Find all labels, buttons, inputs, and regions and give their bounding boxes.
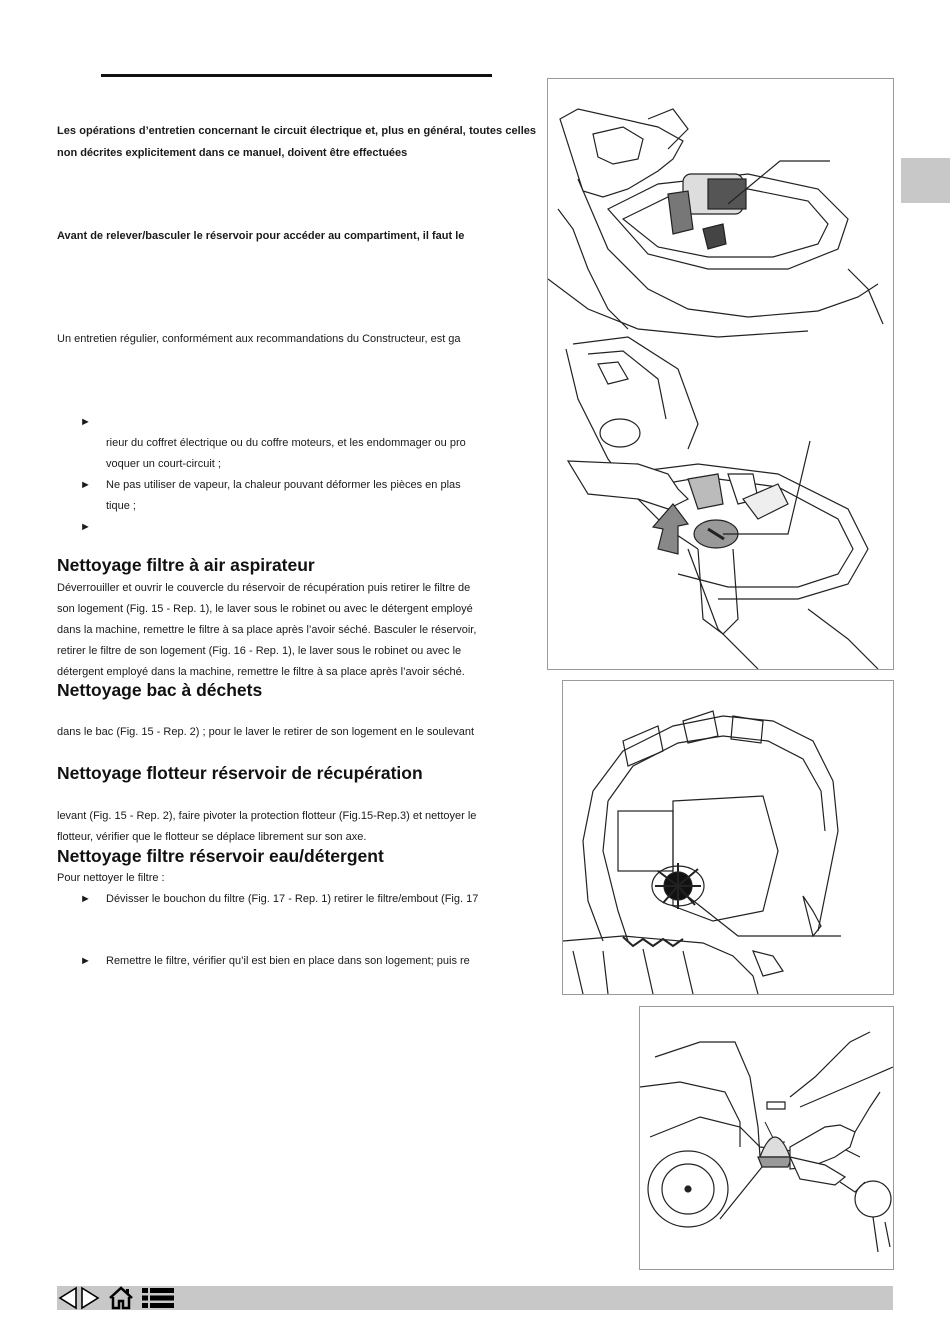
water-filter-bullet-1-text: Dévisser le bouchon du filtre (Fig. 17 - Rep. 1) retirer le filtre/embout (Fig. 17 [106, 893, 479, 905]
water-filter-intro: Pour nettoyer le filtre : [57, 872, 165, 884]
bullet-2-line1: Ne pas utiliser de vapeur, la chaleur pouvant déformer les pièces en plas [106, 479, 461, 491]
water-filter-illustration [640, 1007, 893, 1269]
bullet-arrow-icon: ► [80, 416, 91, 428]
bullet-arrow-icon: ► [80, 893, 91, 905]
bullet-2 [80, 475, 532, 496]
heading-float: Nettoyage flotteur réservoir de récupération [57, 763, 423, 783]
heading-waste-tray: Nettoyage bac à déchets [57, 680, 263, 700]
warning-paragraph: Les opérations d’entretien concernant le circuit électrique et, plus en général, toutes celles non décrites explicitement dans ce manuel, doivent être effectuées [57, 125, 536, 159]
machine-tank-illustration [548, 79, 893, 669]
figure-15-16 [547, 78, 894, 670]
home-icon[interactable] [107, 1286, 135, 1310]
water-filter-bullet-1 [80, 889, 479, 910]
header-rule [101, 74, 492, 77]
air-filter-line: son logement (Fig. 15 - Rep. 1), le laver sous le robinet ou avec le détergent employé [57, 603, 473, 615]
prev-page-icon[interactable] [57, 1286, 79, 1310]
next-page-icon[interactable] [79, 1286, 101, 1310]
regular-maintenance-paragraph: Un entretien régulier, conformément aux recommandations du Constructeur, est ga [57, 333, 461, 345]
heading-air-filter: Nettoyage filtre à air aspirateur [57, 555, 315, 575]
bullet-2-line2: tique ; [106, 500, 136, 512]
tilt-paragraph: Avant de relever/basculer le réservoir pour accéder au compartiment, il faut le [57, 230, 465, 242]
tilted-tank-illustration [563, 681, 893, 994]
air-filter-text [57, 578, 536, 683]
bullet-1-line3: voquer un court-circuit ; [106, 458, 221, 470]
float-line: flotteur, vérifier que le flotteur se déplace librement sur son axe. [57, 831, 367, 843]
air-filter-line: détergent employé dans la machine, remettre le filtre à sa place après l’avoir séché. [57, 666, 465, 678]
chapter-tab [901, 158, 950, 203]
air-filter-line: Déverrouiller et ouvrir le couvercle du réservoir de récupération puis retirer le filtre de [57, 582, 471, 594]
bullet-arrow-icon: ► [80, 955, 91, 967]
air-filter-line: retirer le filtre de son logement (Fig. 16 - Rep. 1), le laver sous le robinet ou avec le [57, 645, 462, 657]
footer-nav-bar [57, 1286, 893, 1310]
water-filter-bullet-2-text: Remettre le filtre, vérifier qu’il est bien en place dans son logement; puis re [106, 955, 470, 967]
float-line: levant (Fig. 15 - Rep. 2), faire pivoter la protection flotteur (Fig.15-Rep.3) et nettoyer le [57, 810, 477, 822]
water-filter-bullet-2 [80, 951, 470, 972]
bullet-arrow-icon: ► [80, 521, 91, 533]
contents-list-icon[interactable] [141, 1286, 175, 1310]
figure-17 [639, 1006, 894, 1270]
heading-water-filter: Nettoyage filtre réservoir eau/détergent [57, 846, 384, 866]
bullet-1-line2: rieur du coffret électrique ou du coffre moteurs, et les endommager ou pro [106, 437, 466, 449]
air-filter-line: dans la machine, remettre le filtre à sa place après l’avoir séché. Basculer le réservoir, [57, 624, 477, 636]
figure-16b [562, 680, 894, 995]
bullet-arrow-icon: ► [80, 479, 91, 491]
float-text [57, 806, 536, 848]
waste-tray-text: dans le bac (Fig. 15 - Rep. 2) ; pour le laver le retirer de son logement en le soulevant [57, 726, 475, 738]
